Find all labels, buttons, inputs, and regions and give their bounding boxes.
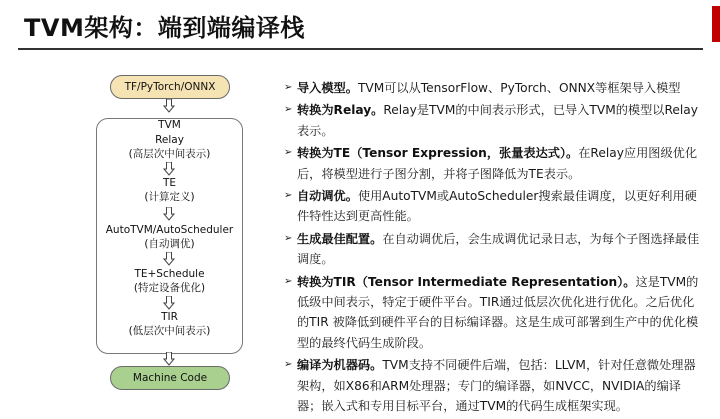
machine-code-node: Machine Code xyxy=(110,366,230,390)
down-arrow-icon xyxy=(163,252,175,266)
arrow-bullet-icon: ➢ xyxy=(284,232,293,244)
page-title: TVM架构：端到端编译栈 xyxy=(24,14,305,42)
bullet-text: Relay是TVM的中间表示形式，已导入TVM的模型以Relay表示。 xyxy=(297,103,698,138)
bullet-text: 使用AutoTVM或AutoScheduler搜索最佳调度，以更好利用硬件特性达到更高性能。 xyxy=(297,189,697,224)
arrow-bullet-icon: ➢ xyxy=(284,104,293,116)
list-item xyxy=(284,78,704,98)
bullet-list xyxy=(284,78,704,419)
bullet-head: 编译为机器码。 xyxy=(297,358,383,373)
relay-node: Relay xyxy=(155,134,184,146)
bullet-head: 生成最佳配置。 xyxy=(297,231,383,246)
arrow-bullet-icon: ➢ xyxy=(284,275,293,287)
down-arrow-icon xyxy=(163,162,175,176)
tir-node: TIR xyxy=(161,311,178,323)
bullet-head: 自动调优。 xyxy=(297,189,358,204)
te-desc: (计算定义) xyxy=(144,191,195,203)
bullet-head: 转换为Relay。 xyxy=(297,103,384,118)
bullet-text: 在自动调优后，会生成调优记录日志，为每个子图选择最佳调度。 xyxy=(297,231,700,267)
arrow-bullet-icon: ➢ xyxy=(284,82,293,93)
arrow-bullet-icon: ➢ xyxy=(284,190,293,202)
bullet-text: TVM支持不同硬件后端，包括：LLVM，针对任意微处理器架构，如X86和ARM处理器；专门的编译器，如NVCC，NVIDIA的编译器；嵌入式和专用目标平台，通过TVM的代码生成框架实现。 xyxy=(297,358,696,414)
list-item xyxy=(284,186,704,227)
bullet-text: 在Relay应用图级优化后，将模型进行子图分割，并将子图降低为TE表示。 xyxy=(297,146,698,181)
bullet-text: 这是TVM的低级中间表示，特定于硬件平台。TIR通过低层次优化进行优化。之后优化的TIR 被降低到硬件平台的目标编译器。这是生成可部署到生产中的优化模型的最终代码生成阶段。 xyxy=(297,274,699,350)
tvm-label: TVM xyxy=(158,119,181,131)
list-item xyxy=(284,229,704,270)
down-arrow-icon xyxy=(163,99,175,113)
schedule-node: TE+Schedule xyxy=(134,268,205,280)
bullet-head: 导入模型。 xyxy=(297,81,358,95)
list-item xyxy=(284,100,704,141)
accent-bar xyxy=(712,6,720,42)
arrow-bullet-icon: ➢ xyxy=(284,359,293,371)
bullet-head: 转换为TIR（Tensor Intermediate Representation）。 xyxy=(297,274,636,289)
tir-desc: (低层次中间表示) xyxy=(128,325,211,337)
down-arrow-icon xyxy=(163,352,175,366)
relay-desc: (高层次中间表示) xyxy=(128,148,211,160)
autotvm-node: AutoTVM/AutoScheduler xyxy=(105,224,234,236)
list-item xyxy=(284,143,704,184)
down-arrow-icon xyxy=(163,207,175,221)
arrow-bullet-icon: ➢ xyxy=(284,147,293,159)
list-item xyxy=(284,355,704,416)
schedule-desc: (特定设备优化) xyxy=(133,282,206,294)
te-node: TE xyxy=(162,177,177,189)
list-item xyxy=(284,272,704,354)
bullet-text: TVM可以从TensorFlow、PyTorch、ONNX等框架导入模型 xyxy=(357,81,681,95)
down-arrow-icon xyxy=(163,296,175,310)
source-frameworks-node: TF/PyTorch/ONNX xyxy=(110,75,230,99)
bullet-head: 转换为TE（Tensor Expression，张量表达式）。 xyxy=(297,146,579,161)
title-divider xyxy=(18,48,703,50)
autotvm-desc: (自动调优) xyxy=(144,238,195,250)
